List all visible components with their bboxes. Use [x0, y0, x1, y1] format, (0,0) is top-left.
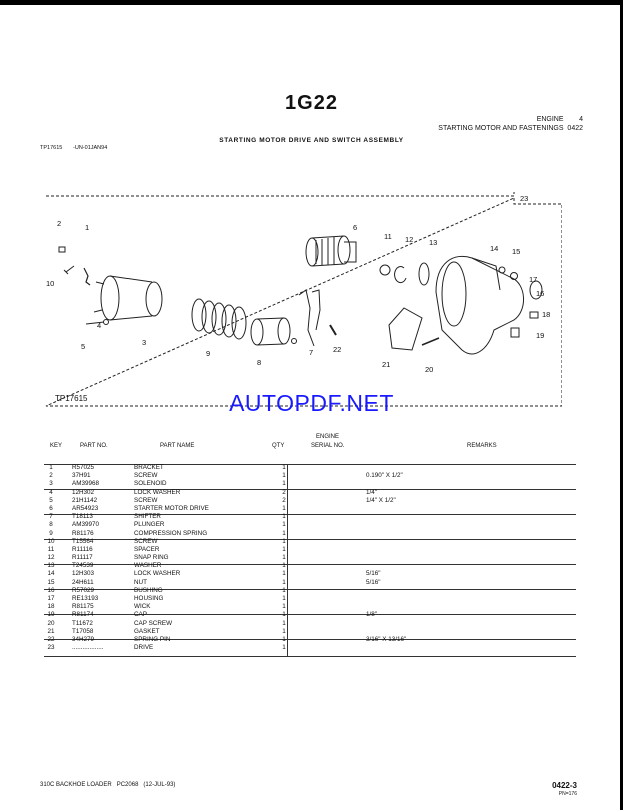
row-part-no: AM39970 [72, 521, 99, 529]
callout-8: 8 [257, 358, 262, 367]
header-serial-top: ENGINE [316, 434, 340, 440]
part-3-solenoid [101, 276, 119, 320]
callout-18: 18 [542, 310, 551, 319]
callout-20: 20 [425, 365, 434, 374]
row-part-no: 24H611 [72, 578, 94, 586]
callout-23: 23 [520, 194, 529, 203]
row-part-no: R57029 [72, 586, 95, 594]
row-key: 12 [47, 554, 55, 562]
footer-subpage: PN=176 [558, 791, 577, 797]
table-row [44, 464, 584, 472]
row-qty: 1 [282, 578, 286, 586]
table-row [44, 603, 584, 611]
row-part-name: SPACER [134, 545, 160, 553]
header-remarks: REMARKS [467, 443, 497, 449]
row-key: 17 [47, 595, 55, 602]
row-part-no: T11672 [72, 619, 93, 627]
callout-1: 1 [85, 223, 90, 232]
table-row [44, 644, 584, 652]
row-qty: 1 [282, 570, 286, 578]
callout-7: 7 [309, 348, 314, 357]
row-part-name: BRACKET [134, 464, 164, 471]
row-part-no: R11116 [72, 545, 93, 553]
row-qty: 1 [282, 611, 286, 619]
footer-model: 310C BACKHOE LOADER [40, 782, 112, 788]
row-qty: 1 [282, 595, 286, 602]
row-remarks: 1/4" [366, 488, 377, 496]
callout-14: 14 [490, 244, 499, 253]
part-1-bracket [84, 268, 90, 285]
part-14-lock-washer [499, 267, 505, 273]
row-key: 6 [49, 504, 53, 512]
row-qty: 1 [282, 472, 286, 480]
row-qty: 2 [282, 496, 286, 504]
row-part-name: SOLENOID [134, 480, 167, 488]
callout-3: 3 [142, 338, 147, 347]
row-qty: 2 [282, 488, 286, 496]
row-remarks: 1/8" [366, 611, 377, 619]
table-row [44, 611, 584, 619]
row-remarks: 3/16" X 13/16" [366, 635, 407, 643]
part-13-washer [419, 263, 429, 285]
row-key: 23 [47, 644, 55, 652]
row-qty: 1 [282, 644, 286, 652]
part-8-plunger [251, 318, 297, 345]
row-part-name: SPRING PIN [134, 635, 171, 643]
row-key: 20 [47, 619, 55, 627]
table-row [44, 570, 584, 578]
row-part-no: R81176 [72, 529, 94, 537]
row-part-name: DRIVE [134, 644, 154, 652]
table-row [44, 579, 584, 587]
row-key: 9 [49, 529, 53, 537]
row-key: 7 [49, 513, 53, 521]
row-key: 21 [47, 627, 55, 635]
part-12-snap-ring [395, 267, 406, 283]
group-header [438, 125, 583, 132]
row-part-no: T15564 [72, 537, 94, 545]
row-key: 8 [49, 521, 53, 529]
row-qty: 1 [282, 537, 286, 545]
footer-info [40, 782, 175, 788]
row-key: 22 [47, 635, 55, 643]
watermark: AUTOPDF.NET [229, 390, 394, 416]
table-row [44, 620, 584, 628]
figure-tag: TP17615 [55, 394, 88, 403]
row-part-no: T17058 [72, 627, 94, 635]
section-header [537, 116, 583, 123]
row-part-name: SCREW [134, 472, 158, 480]
row-remarks: 1/4" X 1/2" [366, 496, 396, 504]
section-number: 4 [579, 116, 583, 123]
row-part-name: BUSHING [134, 586, 163, 594]
row-key: 16 [47, 586, 55, 594]
row-part-name: NUT [134, 578, 147, 586]
part-6-starter-drive [306, 236, 356, 266]
part-21-gasket [389, 308, 422, 350]
row-qty: 1 [282, 635, 286, 643]
callout-21: 21 [382, 360, 391, 369]
row-key: 11 [47, 545, 55, 553]
page-id: 1G22 [285, 92, 338, 114]
row-qty: 1 [282, 545, 286, 553]
row-part-name: SCREW [134, 537, 158, 545]
row-part-name: SNAP RING [134, 554, 169, 562]
table-row [44, 628, 584, 636]
page-top-border [0, 0, 623, 5]
row-part-no: R57025 [72, 464, 95, 471]
row-qty: 1 [282, 619, 286, 627]
row-qty: 1 [282, 554, 286, 562]
part-17-housing [436, 256, 524, 354]
footer-doc: PC2068 [116, 782, 139, 788]
row-qty: 1 [282, 513, 286, 521]
row-part-name: LOCK WASHER [134, 570, 181, 578]
callout-5: 5 [81, 342, 86, 351]
row-qty: 1 [282, 627, 286, 635]
header-part-name: PART NAME [160, 443, 195, 449]
row-part-no: R81175 [72, 603, 94, 611]
row-part-name: PLUNGER [134, 521, 165, 529]
callout-10: 10 [46, 279, 55, 288]
row-part-no: T24539 [72, 562, 94, 570]
table-row [44, 587, 584, 595]
table-row [44, 480, 584, 488]
table-row [44, 554, 584, 562]
row-key: 2 [49, 472, 53, 480]
row-qty: 1 [282, 562, 286, 570]
part-5-screw [86, 322, 104, 324]
callout-13: 13 [429, 238, 438, 247]
row-qty: 1 [282, 529, 286, 537]
row-key: 19 [47, 611, 55, 619]
row-part-no: R11117 [72, 554, 93, 562]
table-row [44, 513, 584, 521]
callout-12: 12 [405, 235, 414, 244]
row-qty: 1 [282, 504, 286, 512]
row-part-name: CAP [134, 611, 147, 619]
callout-11: 11 [384, 232, 392, 241]
part-2-screw [59, 247, 65, 252]
group-code: 0422 [567, 125, 583, 132]
part-20-cap-screw [422, 338, 439, 345]
header-serial-bottom: SERIAL NO. [311, 443, 345, 449]
part-9-compression-spring [192, 299, 246, 339]
callout-17: 17 [529, 275, 538, 284]
row-part-no: R81174 [72, 611, 94, 619]
footer-page: 0422-3 [552, 781, 577, 790]
table-row [44, 497, 584, 505]
row-part-no: T18113 [72, 513, 93, 521]
row-qty: 1 [282, 464, 286, 471]
callout-16: 16 [536, 289, 545, 298]
part-19-cap [511, 328, 519, 337]
header-key: KEY [50, 443, 63, 449]
row-part-name: LOCK WASHER [134, 488, 181, 496]
row-part-name: WASHER [134, 562, 162, 570]
callout-19: 19 [536, 331, 545, 340]
figure-ref-code: TP17615 [40, 145, 63, 151]
part-10-screw [64, 266, 74, 274]
section-name: ENGINE [536, 116, 564, 123]
part-11-spacer [380, 265, 390, 275]
row-part-no: 12H302 [72, 488, 95, 496]
footer-date: (12-JUL-93) [143, 782, 176, 788]
row-key: 13 [47, 562, 55, 570]
table-row [44, 546, 584, 554]
part-22-spring-pin [330, 325, 336, 335]
table-row [44, 530, 584, 538]
row-part-no: RE13193 [72, 595, 99, 602]
callout-6: 6 [353, 223, 358, 232]
table-rule [44, 656, 576, 657]
row-qty: 1 [282, 480, 286, 488]
row-part-no: 37H91 [72, 472, 91, 480]
table-row [44, 538, 584, 546]
header-part-no: PART NO. [80, 443, 108, 449]
row-part-name: GASKET [134, 627, 160, 635]
callout-9: 9 [206, 349, 211, 358]
row-part-name: SHIFTER [134, 513, 161, 521]
table-row [44, 505, 584, 513]
row-part-no: 34H279 [72, 635, 95, 643]
row-part-no: 21H1142 [72, 496, 98, 504]
row-key: 4 [49, 488, 53, 496]
figure-ref [40, 145, 107, 151]
row-part-name: CAP SCREW [134, 619, 173, 627]
row-part-no: .................. [72, 644, 104, 652]
row-key: 1 [49, 464, 53, 471]
row-part-no: 12H303 [72, 570, 95, 578]
row-part-no: AM39968 [72, 480, 99, 488]
table-row [44, 521, 584, 529]
row-key: 18 [47, 603, 55, 611]
row-qty: 1 [282, 521, 286, 529]
row-qty: 1 [282, 586, 286, 594]
row-remarks: 5/16" [366, 578, 381, 586]
figure-title: STARTING MOTOR DRIVE AND SWITCH ASSEMBLY [219, 137, 404, 144]
table-row [44, 636, 584, 644]
part-18-wick [530, 312, 538, 318]
table-row [44, 472, 584, 480]
callout-15: 15 [512, 247, 521, 256]
row-remarks: 5/16" [366, 570, 381, 578]
callout-2: 2 [57, 219, 62, 228]
row-part-name: SCREW [134, 496, 158, 504]
group-title: STARTING MOTOR AND FASTENINGS [438, 125, 564, 132]
parts-table [44, 464, 584, 652]
part-4-lock-washer [104, 320, 109, 325]
table-row [44, 489, 584, 497]
table-row [44, 562, 584, 570]
row-key: 15 [47, 578, 55, 586]
callout-4: 4 [97, 321, 102, 330]
figure-ref-date: -UN-01JAN94 [73, 145, 108, 151]
row-part-no: AR54923 [72, 504, 99, 512]
row-key: 3 [49, 480, 53, 488]
row-part-name: HOUSING [134, 595, 164, 602]
row-key: 14 [47, 570, 55, 578]
exploded-parts-diagram [44, 190, 562, 412]
header-qty: QTY [272, 443, 285, 449]
row-remarks: 0.190" X 1/2" [366, 472, 403, 480]
row-key: 10 [47, 537, 55, 545]
part-7-shifter [299, 290, 320, 346]
row-part-name: COMPRESSION SPRING [134, 529, 208, 537]
table-row [44, 595, 584, 603]
callout-22: 22 [333, 345, 342, 354]
diagram-frame [46, 192, 562, 406]
row-key: 5 [49, 496, 53, 504]
row-part-name: STARTER MOTOR DRIVE [134, 504, 209, 512]
row-qty: 1 [282, 603, 286, 611]
row-part-name: WICK [134, 603, 151, 611]
